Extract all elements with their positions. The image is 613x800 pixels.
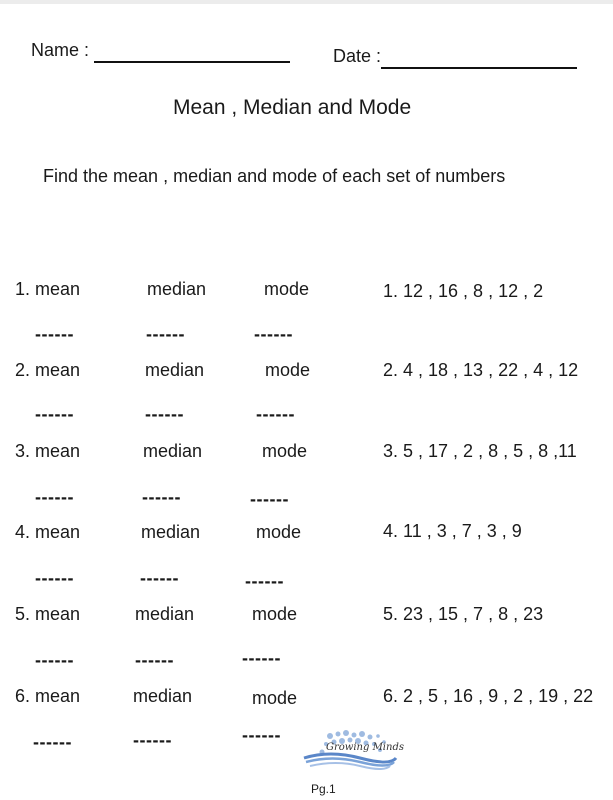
logo-text: Growing Minds (326, 742, 404, 753)
row-3-mean-answer[interactable]: ------ (35, 487, 74, 507)
row-6-median-label: median (133, 686, 193, 706)
row-2-mean-label: 2. mean (15, 360, 81, 380)
row-3-mode-label: mode (262, 441, 308, 461)
page-number: Pg.1 (311, 782, 336, 796)
row-5-median-label: median (135, 604, 195, 624)
logo-graphic (300, 728, 400, 778)
row-3-mode-answer[interactable]: ------ (250, 489, 289, 509)
row-6-number-set: 6. 2 , 5 , 16 , 9 , 2 , 19 , 22 (383, 686, 594, 706)
page-title: Mean , Median and Mode (173, 96, 412, 119)
row-4-mean-answer[interactable]: ------ (35, 568, 74, 588)
row-6-mean-answer[interactable]: ------ (33, 732, 72, 752)
name-line[interactable] (94, 61, 290, 63)
row-3-median-answer[interactable]: ------ (142, 487, 181, 507)
row-3-median-label: median (143, 441, 203, 461)
row-3-number-set: 3. 5 , 17 , 2 , 8 , 5 , 8 ,11 (383, 441, 577, 461)
row-2-median-label: median (145, 360, 205, 380)
row-4-mode-answer[interactable]: ------ (245, 571, 284, 591)
row-6-mean-label: 6. mean (15, 686, 81, 706)
top-border (0, 0, 613, 4)
row-5-mean-answer[interactable]: ------ (35, 650, 74, 670)
row-2-mode-answer[interactable]: ------ (256, 404, 295, 424)
row-4-median-answer[interactable]: ------ (140, 568, 179, 588)
row-2-mean-answer[interactable]: ------ (35, 404, 74, 424)
row-1-median-label: median (147, 279, 207, 299)
row-5-median-answer[interactable]: ------ (135, 650, 174, 670)
row-6-median-answer[interactable]: ------ (133, 730, 172, 750)
row-1-mean-answer[interactable]: ------ (35, 324, 74, 344)
row-5-mode-label: mode (252, 604, 298, 624)
instructions: Find the mean , median and mode of each set of numbers (43, 166, 506, 186)
date-line[interactable] (381, 67, 577, 69)
row-4-median-label: median (141, 522, 201, 542)
row-5-mode-answer[interactable]: ------ (242, 648, 281, 668)
row-6-mode-label: mode (252, 688, 298, 708)
date-label: Date : (333, 46, 382, 66)
row-5-number-set: 5. 23 , 15 , 7 , 8 , 23 (383, 604, 544, 624)
row-1-number-set: 1. 12 , 16 , 8 , 12 , 2 (383, 281, 544, 301)
row-2-mode-label: mode (265, 360, 311, 380)
row-1-mean-label: 1. mean (15, 279, 81, 299)
row-3-mean-label: 3. mean (15, 441, 81, 461)
row-4-mode-label: mode (256, 522, 302, 542)
row-2-number-set: 2. 4 , 18 , 13 , 22 , 4 , 12 (383, 360, 579, 380)
row-5-mean-label: 5. mean (15, 604, 81, 624)
row-4-number-set: 4. 11 , 3 , 7 , 3 , 9 (383, 521, 522, 541)
row-2-median-answer[interactable]: ------ (145, 404, 184, 424)
row-6-mode-answer[interactable]: ------ (242, 725, 281, 745)
row-4-mean-label: 4. mean (15, 522, 81, 542)
row-1-mode-label: mode (264, 279, 310, 299)
row-1-median-answer[interactable]: ------ (146, 324, 185, 344)
growing-minds-logo (300, 728, 404, 778)
row-1-mode-answer[interactable]: ------ (254, 324, 293, 344)
name-label: Name : (31, 40, 90, 60)
